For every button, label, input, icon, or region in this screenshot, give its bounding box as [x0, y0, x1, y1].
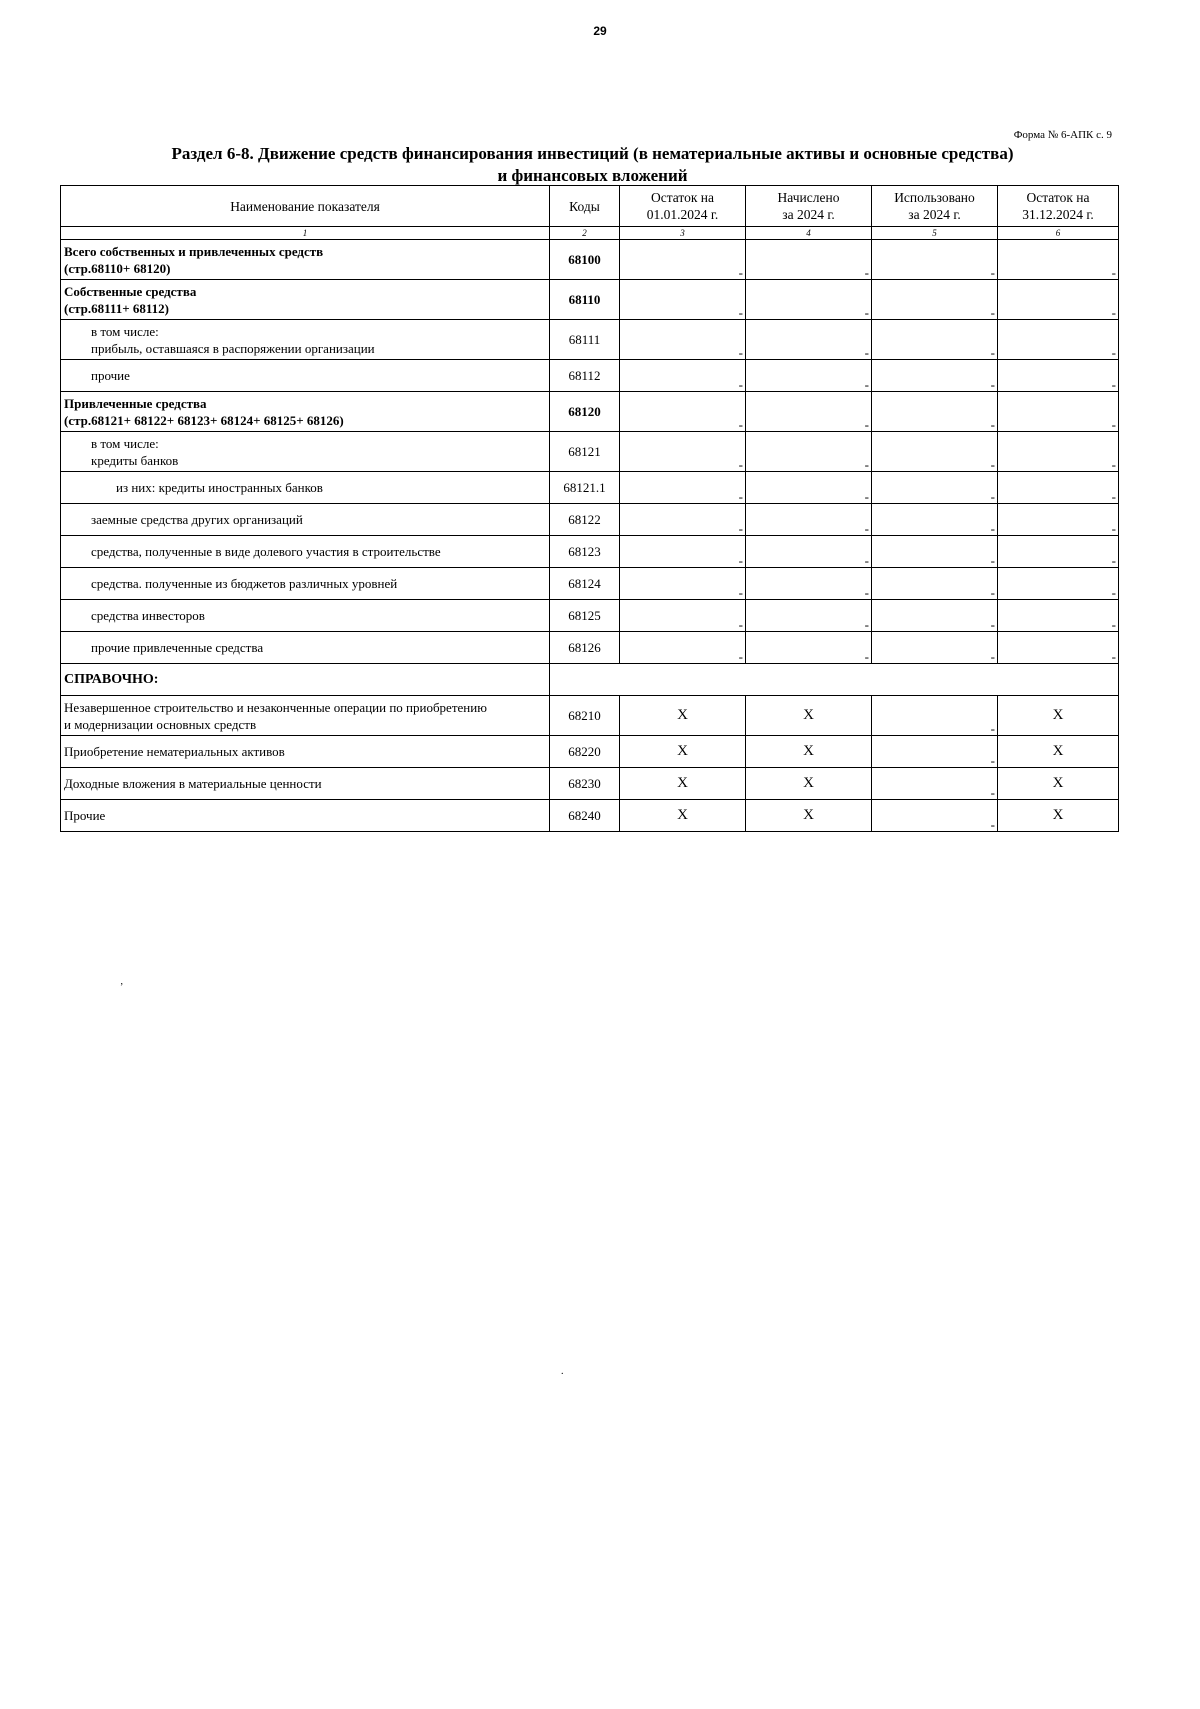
- row-code: 68126: [550, 632, 620, 664]
- value-cell: -: [998, 360, 1119, 392]
- reference-header-row: [61, 664, 1119, 696]
- row-code: 68210: [550, 696, 620, 736]
- value-cell: -: [620, 600, 746, 632]
- table-row: [61, 504, 1119, 536]
- value-cell: -: [872, 320, 998, 360]
- row-code: 68111: [550, 320, 620, 360]
- value-cell: -: [998, 568, 1119, 600]
- value-cell: -: [872, 632, 998, 664]
- value-cell: -: [746, 240, 872, 280]
- row-name: средства инвесторов: [61, 600, 550, 632]
- table-row: [61, 632, 1119, 664]
- table-row: [61, 472, 1119, 504]
- row-code: 68110: [550, 280, 620, 320]
- value-cell: -: [872, 600, 998, 632]
- value-cell: -: [872, 392, 998, 432]
- value-cell: -: [998, 632, 1119, 664]
- row-name: прочие: [61, 360, 550, 392]
- table-row: [61, 392, 1119, 432]
- form-reference: Форма № 6-АПК с. 9: [1013, 129, 1112, 141]
- value-cell: -: [746, 392, 872, 432]
- value-cell: -: [998, 240, 1119, 280]
- value-cell: -: [872, 536, 998, 568]
- table-row: [61, 800, 1119, 832]
- value-cell: -: [746, 536, 872, 568]
- x-mark-cell: X: [746, 736, 872, 768]
- row-code: 68121: [550, 432, 620, 472]
- row-name: Привлеченные средства (стр.68121+ 68122+ 68123+ 68124+ 68125+ 68126): [61, 392, 550, 432]
- value-cell: -: [620, 472, 746, 504]
- row-name: из них: кредиты иностранных банков: [61, 472, 550, 504]
- value-cell: -: [620, 240, 746, 280]
- value-cell: -: [872, 280, 998, 320]
- section-title: [60, 143, 1125, 187]
- value-cell: -: [998, 472, 1119, 504]
- x-mark-cell: X: [998, 768, 1119, 800]
- column-number-row: [61, 227, 1119, 240]
- column-number: 6: [998, 227, 1119, 240]
- row-name: Незавершенное строительство и незаконченные операции по приобретению и модернизации основных средств: [61, 696, 550, 736]
- row-code: 68120: [550, 392, 620, 432]
- value-cell: -: [620, 432, 746, 472]
- table-row: [61, 280, 1119, 320]
- value-cell: -: [998, 536, 1119, 568]
- value-cell: -: [746, 320, 872, 360]
- table-row: [61, 240, 1119, 280]
- row-code: 68122: [550, 504, 620, 536]
- table-row: [61, 696, 1119, 736]
- section-title-line2: и финансовых вложений: [497, 166, 688, 185]
- value-cell: -: [998, 600, 1119, 632]
- x-mark-cell: X: [620, 736, 746, 768]
- value-cell: -: [746, 280, 872, 320]
- row-name: прочие привлеченные средства: [61, 632, 550, 664]
- row-code: 68230: [550, 768, 620, 800]
- row-code: 68240: [550, 800, 620, 832]
- x-mark-cell: X: [746, 696, 872, 736]
- header-accrued: Начислено за 2024 г.: [746, 186, 872, 227]
- value-cell: -: [872, 432, 998, 472]
- row-name: Собственные средства (стр.68111+ 68112): [61, 280, 550, 320]
- row-name: заемные средства других организаций: [61, 504, 550, 536]
- row-name: Всего собственных и привлеченных средств (стр.68110+ 68120): [61, 240, 550, 280]
- x-mark-cell: X: [746, 768, 872, 800]
- row-code: 68220: [550, 736, 620, 768]
- value-cell: -: [620, 320, 746, 360]
- section-title-line1: Раздел 6-8. Движение средств финансирования инвестиций (в нематериальные активы и основные средства): [171, 144, 1014, 163]
- column-number: 2: [550, 227, 620, 240]
- row-name: в том числе: прибыль, оставшаяся в распоряжении организации: [61, 320, 550, 360]
- row-code: 68124: [550, 568, 620, 600]
- value-cell: -: [620, 392, 746, 432]
- value-cell: -: [620, 536, 746, 568]
- column-number: 5: [872, 227, 998, 240]
- header-balance-start: Остаток на 01.01.2024 г.: [620, 186, 746, 227]
- value-cell: -: [620, 360, 746, 392]
- row-code: 68100: [550, 240, 620, 280]
- table-row: [61, 768, 1119, 800]
- value-cell: -: [746, 360, 872, 392]
- table-row: [61, 600, 1119, 632]
- value-cell: -: [998, 320, 1119, 360]
- value-cell: -: [746, 504, 872, 536]
- scan-speck: .: [561, 1366, 564, 1377]
- table-header-row: [61, 186, 1119, 227]
- header-code: Коды: [550, 186, 620, 227]
- reference-header-blank: [550, 664, 1119, 696]
- row-name: Доходные вложения в материальные ценности: [61, 768, 550, 800]
- column-number: 4: [746, 227, 872, 240]
- row-name: в том числе: кредиты банков: [61, 432, 550, 472]
- value-cell: -: [872, 504, 998, 536]
- row-name: средства. полученные из бюджетов различных уровней: [61, 568, 550, 600]
- value-cell: -: [872, 240, 998, 280]
- row-code: 68125: [550, 600, 620, 632]
- row-code: 68123: [550, 536, 620, 568]
- scan-speck: ’: [120, 982, 124, 993]
- header-name: Наименование показателя: [61, 186, 550, 227]
- table-row: [61, 736, 1119, 768]
- value-cell: -: [620, 568, 746, 600]
- value-cell: -: [620, 632, 746, 664]
- row-code: 68112: [550, 360, 620, 392]
- value-cell: -: [998, 432, 1119, 472]
- x-mark-cell: X: [620, 768, 746, 800]
- value-cell: -: [998, 504, 1119, 536]
- row-name: Приобретение нематериальных активов: [61, 736, 550, 768]
- value-cell: -: [620, 504, 746, 536]
- row-name: средства, полученные в виде долевого участия в строительстве: [61, 536, 550, 568]
- value-cell: -: [872, 360, 998, 392]
- x-mark-cell: X: [620, 696, 746, 736]
- value-cell: -: [872, 696, 998, 736]
- table-row: [61, 432, 1119, 472]
- reference-label: СПРАВОЧНО:: [61, 664, 550, 696]
- value-cell: -: [746, 432, 872, 472]
- x-mark-cell: X: [998, 800, 1119, 832]
- table-row: [61, 536, 1119, 568]
- value-cell: -: [872, 800, 998, 832]
- header-used: Использовано за 2024 г.: [872, 186, 998, 227]
- value-cell: -: [872, 768, 998, 800]
- value-cell: -: [872, 736, 998, 768]
- header-balance-end: Остаток на 31.12.2024 г.: [998, 186, 1119, 227]
- x-mark-cell: X: [998, 696, 1119, 736]
- row-code: 68121.1: [550, 472, 620, 504]
- table-row: [61, 360, 1119, 392]
- value-cell: -: [746, 600, 872, 632]
- value-cell: -: [620, 280, 746, 320]
- x-mark-cell: X: [620, 800, 746, 832]
- value-cell: -: [998, 392, 1119, 432]
- x-mark-cell: X: [998, 736, 1119, 768]
- value-cell: -: [746, 472, 872, 504]
- table-row: [61, 568, 1119, 600]
- value-cell: -: [872, 472, 998, 504]
- investment-financing-table: [60, 185, 1119, 832]
- value-cell: -: [872, 568, 998, 600]
- value-cell: -: [746, 632, 872, 664]
- x-mark-cell: X: [746, 800, 872, 832]
- column-number: 1: [61, 227, 550, 240]
- table-row: [61, 320, 1119, 360]
- value-cell: -: [998, 280, 1119, 320]
- row-name: Прочие: [61, 800, 550, 832]
- value-cell: -: [746, 568, 872, 600]
- page-number: 29: [593, 24, 607, 38]
- column-number: 3: [620, 227, 746, 240]
